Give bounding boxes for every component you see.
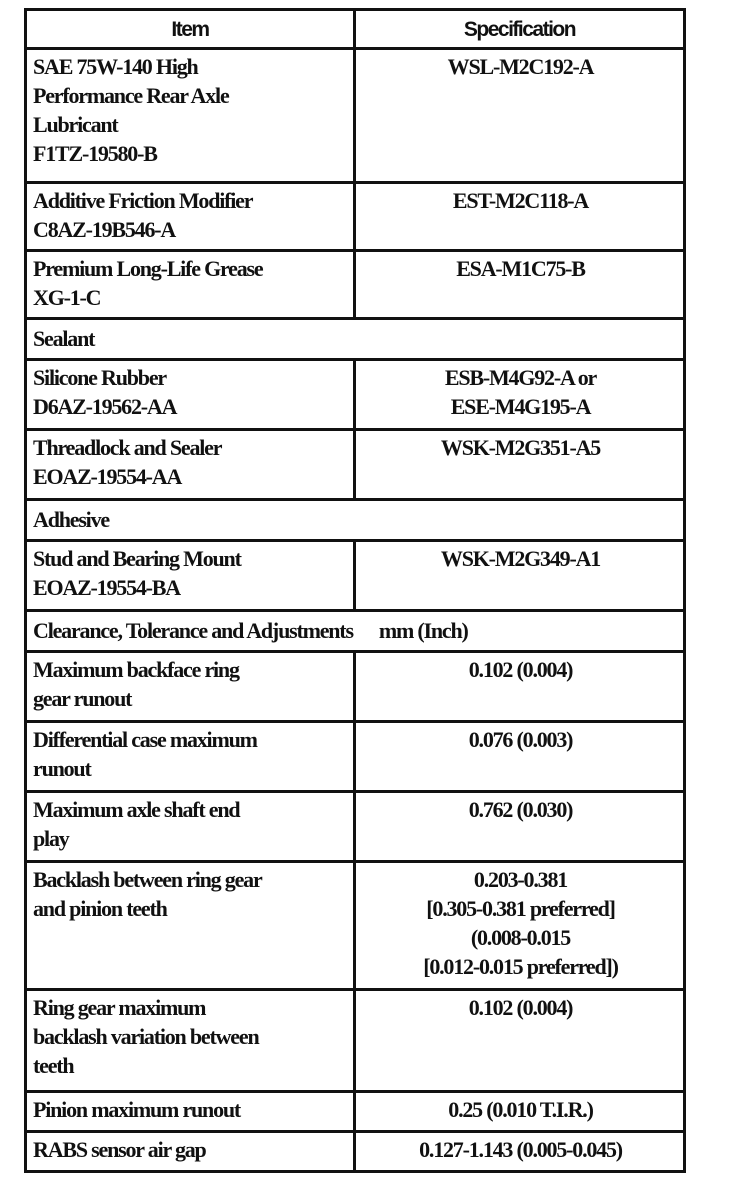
- spec-cell: [355, 430, 685, 500]
- cell-text-line: RABS sensor air gap: [33, 1137, 206, 1162]
- cell-text-line: ESE-M4G195-A: [450, 394, 591, 419]
- header-row: [26, 10, 685, 49]
- spec-cell: [355, 862, 685, 990]
- cell-text-line: Silicone Rubber: [33, 365, 166, 390]
- cell-text-line: backlash variation between: [33, 1024, 259, 1049]
- cell-text-line: C8AZ-19B546-A: [33, 217, 176, 242]
- cell-text-line: 0.102 (0.004): [468, 995, 573, 1020]
- item-cell: [26, 990, 355, 1092]
- cell-text-line: Ring gear maximum: [33, 995, 206, 1020]
- cell-text-line: 0.127-1.143 (0.005-0.045): [419, 1137, 622, 1162]
- cell-text-line: [0.305-0.381 preferred]: [426, 896, 615, 921]
- spec-cell: [355, 183, 685, 251]
- unit-label: mm (Inch): [378, 618, 468, 643]
- cell-text-line: Pinion maximum runout: [33, 1097, 241, 1122]
- table-row: [26, 251, 685, 319]
- table-row: [26, 430, 685, 500]
- table-row: [26, 360, 685, 430]
- item-cell: [26, 1132, 355, 1172]
- item-cell: [26, 360, 355, 430]
- cell-text-line: ESB-M4G92-A or: [444, 365, 597, 390]
- cell-text-line: Performance Rear Axle: [33, 83, 229, 108]
- cell-text-line: Maximum axle shaft end: [33, 797, 240, 822]
- cell-text-line: 0.076 (0.003): [468, 727, 573, 752]
- cell-text-line: ESA-M1C75-B: [456, 256, 585, 281]
- cell-text-line: 0.102 (0.004): [468, 657, 573, 682]
- cell-text-line: XG-1-C: [33, 285, 101, 310]
- table-row: [26, 722, 685, 792]
- cell-text-line: EOAZ-19554-AA: [33, 464, 182, 489]
- spec-cell: [355, 1092, 685, 1132]
- clearance-section-title: [26, 611, 685, 652]
- cell-text-line: gear runout: [33, 686, 132, 711]
- cell-text-line: and pinion teeth: [33, 896, 167, 921]
- adhesive-section-title: [26, 500, 685, 541]
- section-title: Adhesive: [33, 507, 109, 532]
- table-row: [26, 1092, 685, 1132]
- spec-cell: [355, 541, 685, 611]
- cell-text-line: Backlash between ring gear: [33, 867, 262, 892]
- cell-text-line: Threadlock and Sealer: [33, 435, 222, 460]
- cell-text-line: Lubricant: [33, 112, 118, 137]
- cell-text-line: play: [33, 826, 69, 851]
- item-cell: [26, 862, 355, 990]
- sealant-section-title: [26, 319, 685, 360]
- cell-text-line: teeth: [33, 1053, 74, 1078]
- cell-text-line: WSL-M2C192-A: [447, 54, 594, 79]
- cell-text-line: runout: [33, 756, 91, 781]
- section-header-row: [26, 500, 685, 541]
- cell-text-line: SAE 75W-140 High: [33, 54, 198, 79]
- item-cell: [26, 251, 355, 319]
- specification-column-header: Specification: [355, 10, 685, 49]
- table-row: [26, 183, 685, 251]
- cell-text-line: WSK-M2G351-A5: [440, 435, 601, 460]
- spec-cell: [355, 251, 685, 319]
- table-row: [26, 541, 685, 611]
- table-row: [26, 1132, 685, 1172]
- section-header-row: [26, 319, 685, 360]
- cell-text-line: [0.012-0.015 preferred]): [423, 954, 618, 979]
- cell-text-line: 0.762 (0.030): [468, 797, 573, 822]
- item-cell: [26, 49, 355, 183]
- specifications-table: [24, 8, 686, 1173]
- item-cell: [26, 652, 355, 722]
- item-cell: [26, 722, 355, 792]
- cell-text-line: Differential case maximum: [33, 727, 257, 752]
- section-header-row: [26, 611, 685, 652]
- cell-text-line: EST-M2C118-A: [452, 188, 589, 213]
- cell-text-line: Premium Long-Life Grease: [33, 256, 263, 281]
- spec-cell: [355, 792, 685, 862]
- table-row: [26, 652, 685, 722]
- item-cell: [26, 792, 355, 862]
- table-row: [26, 990, 685, 1092]
- section-title: Clearance, Tolerance and Adjustments: [33, 618, 353, 643]
- table-row: [26, 792, 685, 862]
- section-title: Sealant: [33, 326, 95, 351]
- cell-text-line: WSK-M2G349-A1: [440, 546, 601, 571]
- spec-cell: [355, 49, 685, 183]
- cell-text-line: EOAZ-19554-BA: [33, 575, 180, 600]
- item-cell: [26, 541, 355, 611]
- spec-cell: [355, 360, 685, 430]
- spec-cell: [355, 1132, 685, 1172]
- cell-text-line: Maximum backface ring: [33, 657, 239, 682]
- table-row: [26, 862, 685, 990]
- cell-text-line: F1TZ-19580-B: [33, 141, 157, 166]
- item-column-header: Item: [26, 10, 355, 49]
- item-cell: [26, 183, 355, 251]
- spec-cell: [355, 722, 685, 792]
- cell-text-line: 0.203-0.381: [473, 867, 568, 892]
- cell-text-line: Additive Friction Modifier: [33, 188, 253, 213]
- item-cell: [26, 430, 355, 500]
- spec-cell: [355, 990, 685, 1092]
- spec-cell: [355, 652, 685, 722]
- table-row: [26, 49, 685, 183]
- item-cell: [26, 1092, 355, 1132]
- cell-text-line: 0.25 (0.010 T.I.R.): [448, 1097, 593, 1122]
- cell-text-line: Stud and Bearing Mount: [33, 546, 241, 571]
- cell-text-line: D6AZ-19562-AA: [33, 394, 177, 419]
- cell-text-line: (0.008-0.015: [470, 925, 571, 950]
